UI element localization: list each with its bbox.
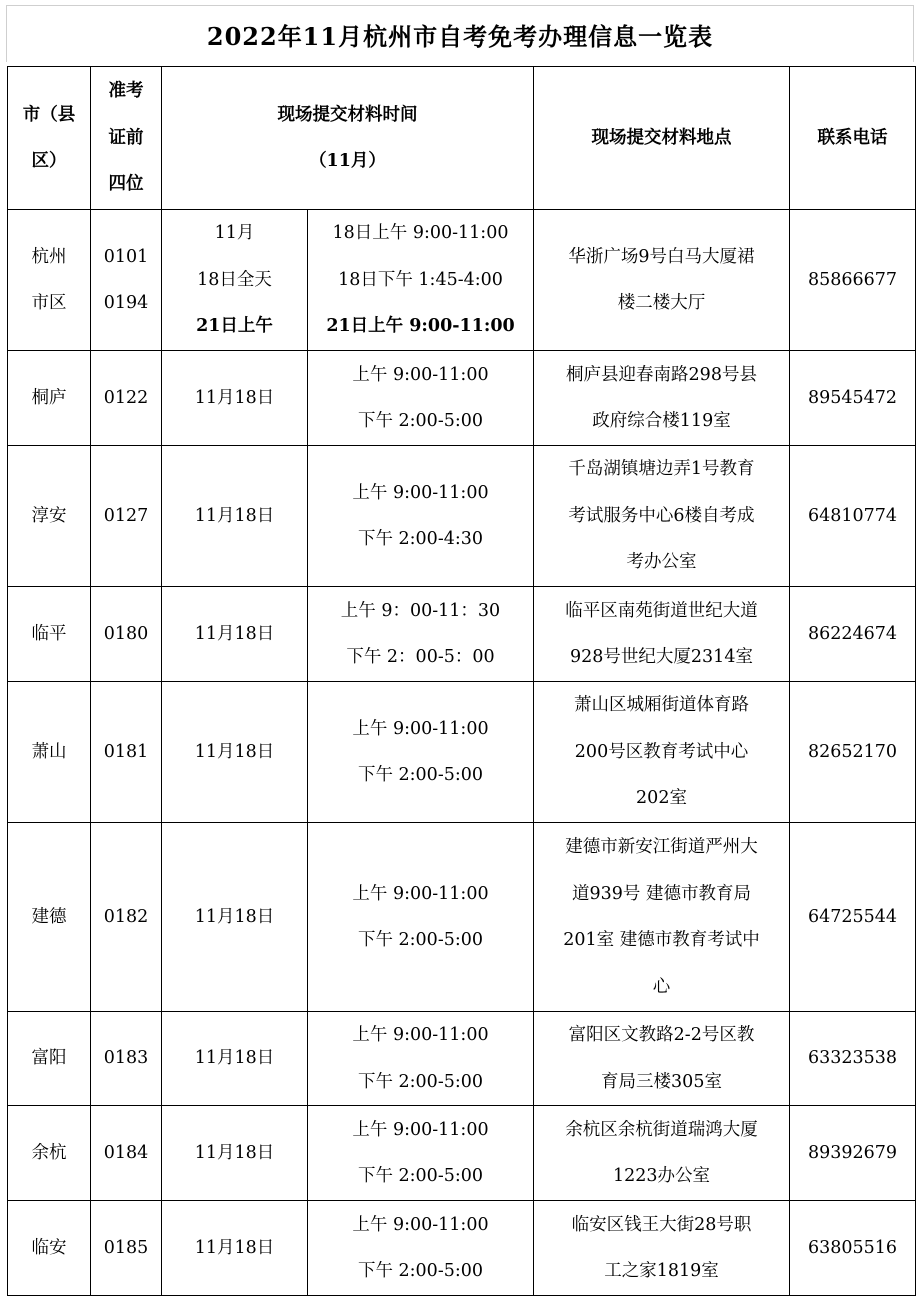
- date-cell: 11月18日: [162, 1106, 308, 1201]
- ticket-cell: 0127: [91, 446, 162, 587]
- table-row: [8, 587, 916, 682]
- address-cell: 华浙广场9号白马大厦裙 楼二楼大厅: [534, 210, 790, 351]
- city-cell: 萧山: [8, 682, 91, 823]
- city-cell: 临安: [8, 1201, 91, 1296]
- ticket-cell: 0183: [91, 1012, 162, 1106]
- time-cell: 上午 9:00-11:00 下午 2:00-4:30: [308, 446, 534, 587]
- table-row: [8, 682, 916, 823]
- date-cell: 11月 18日全天 21日上午: [162, 210, 308, 351]
- address-cell: 千岛湖镇塘边弄1号教育 考试服务中心6楼自考成 考办公室: [534, 446, 790, 587]
- address-cell: 富阳区文教路2-2号区教 育局三楼305室: [534, 1012, 790, 1106]
- header-phone: 联系电话: [790, 67, 916, 210]
- ticket-cell: 0122: [91, 351, 162, 446]
- table-title-bar: [6, 5, 914, 62]
- date-cell: 11月18日: [162, 823, 308, 1012]
- address-cell: 建德市新安江街道严州大 道939号 建德市教育局 201室 建德市教育考试中 心: [534, 823, 790, 1012]
- city-cell: 淳安: [8, 446, 91, 587]
- city-cell: 杭州 市区: [8, 210, 91, 351]
- phone-cell: 64810774: [790, 446, 916, 587]
- table-row: [8, 823, 916, 1012]
- phone-cell: 64725544: [790, 823, 916, 1012]
- date-cell: 11月18日: [162, 351, 308, 446]
- address-cell: 临平区南苑街道世纪大道 928号世纪大厦2314室: [534, 587, 790, 682]
- address-cell: 萧山区城厢街道体育路 200号区教育考试中心 202室: [534, 682, 790, 823]
- phone-cell: 63805516: [790, 1201, 916, 1296]
- time-cell: 上午 9：00-11：30 下午 2：00-5：00: [308, 587, 534, 682]
- page-title: 2022年11月杭州市自考免考办理信息一览表: [206, 21, 714, 51]
- date-cell: 11月18日: [162, 1012, 308, 1106]
- address-cell: 余杭区余杭街道瑞鸿大厦 1223办公室: [534, 1106, 790, 1201]
- time-cell: 上午 9:00-11:00 下午 2:00-5:00: [308, 823, 534, 1012]
- city-cell: 富阳: [8, 1012, 91, 1106]
- header-ticket-prefix: 准考 证前 四位: [91, 67, 162, 210]
- time-cell: 上午 9:00-11:00 下午 2:00-5:00: [308, 1106, 534, 1201]
- table-row: [8, 1012, 916, 1106]
- address-cell: 临安区钱王大街28号职 工之家1819室: [534, 1201, 790, 1296]
- phone-cell: 82652170: [790, 682, 916, 823]
- address-cell: 桐庐县迎春南路298号县 政府综合楼119室: [534, 351, 790, 446]
- city-cell: 建德: [8, 823, 91, 1012]
- date-cell: 11月18日: [162, 446, 308, 587]
- table-row: [8, 1201, 916, 1296]
- phone-cell: 85866677: [790, 210, 916, 351]
- phone-cell: 89392679: [790, 1106, 916, 1201]
- time-cell: 上午 9:00-11:00 下午 2:00-5:00: [308, 682, 534, 823]
- table-row: [8, 1106, 916, 1201]
- phone-cell: 86224674: [790, 587, 916, 682]
- phone-cell: 89545472: [790, 351, 916, 446]
- date-cell: 11月18日: [162, 1201, 308, 1296]
- ticket-cell: 0181: [91, 682, 162, 823]
- city-cell: 临平: [8, 587, 91, 682]
- ticket-cell: 0184: [91, 1106, 162, 1201]
- ticket-cell: 0180: [91, 587, 162, 682]
- header-city: 市（县 区）: [8, 67, 91, 210]
- time-cell: 上午 9:00-11:00 下午 2:00-5:00: [308, 351, 534, 446]
- date-cell: 11月18日: [162, 682, 308, 823]
- city-cell: 余杭: [8, 1106, 91, 1201]
- table-row: [8, 351, 916, 446]
- phone-cell: 63323538: [790, 1012, 916, 1106]
- ticket-cell: 0101 0194: [91, 210, 162, 351]
- header-row: [8, 67, 916, 210]
- ticket-cell: 0182: [91, 823, 162, 1012]
- table-row: [8, 210, 916, 351]
- city-cell: 桐庐: [8, 351, 91, 446]
- table-row: [8, 446, 916, 587]
- time-cell: 上午 9:00-11:00 下午 2:00-5:00: [308, 1201, 534, 1296]
- header-submission-time: 现场提交材料时间 （11月）: [162, 67, 534, 210]
- time-cell: 上午 9:00-11:00 下午 2:00-5:00: [308, 1012, 534, 1106]
- ticket-cell: 0185: [91, 1201, 162, 1296]
- header-submission-address: 现场提交材料地点: [534, 67, 790, 210]
- date-cell: 11月18日: [162, 587, 308, 682]
- exemption-info-table: [7, 66, 916, 1296]
- time-cell: 18日上午 9:00-11:00 18日下午 1:45-4:00 21日上午 9:00-11:00: [308, 210, 534, 351]
